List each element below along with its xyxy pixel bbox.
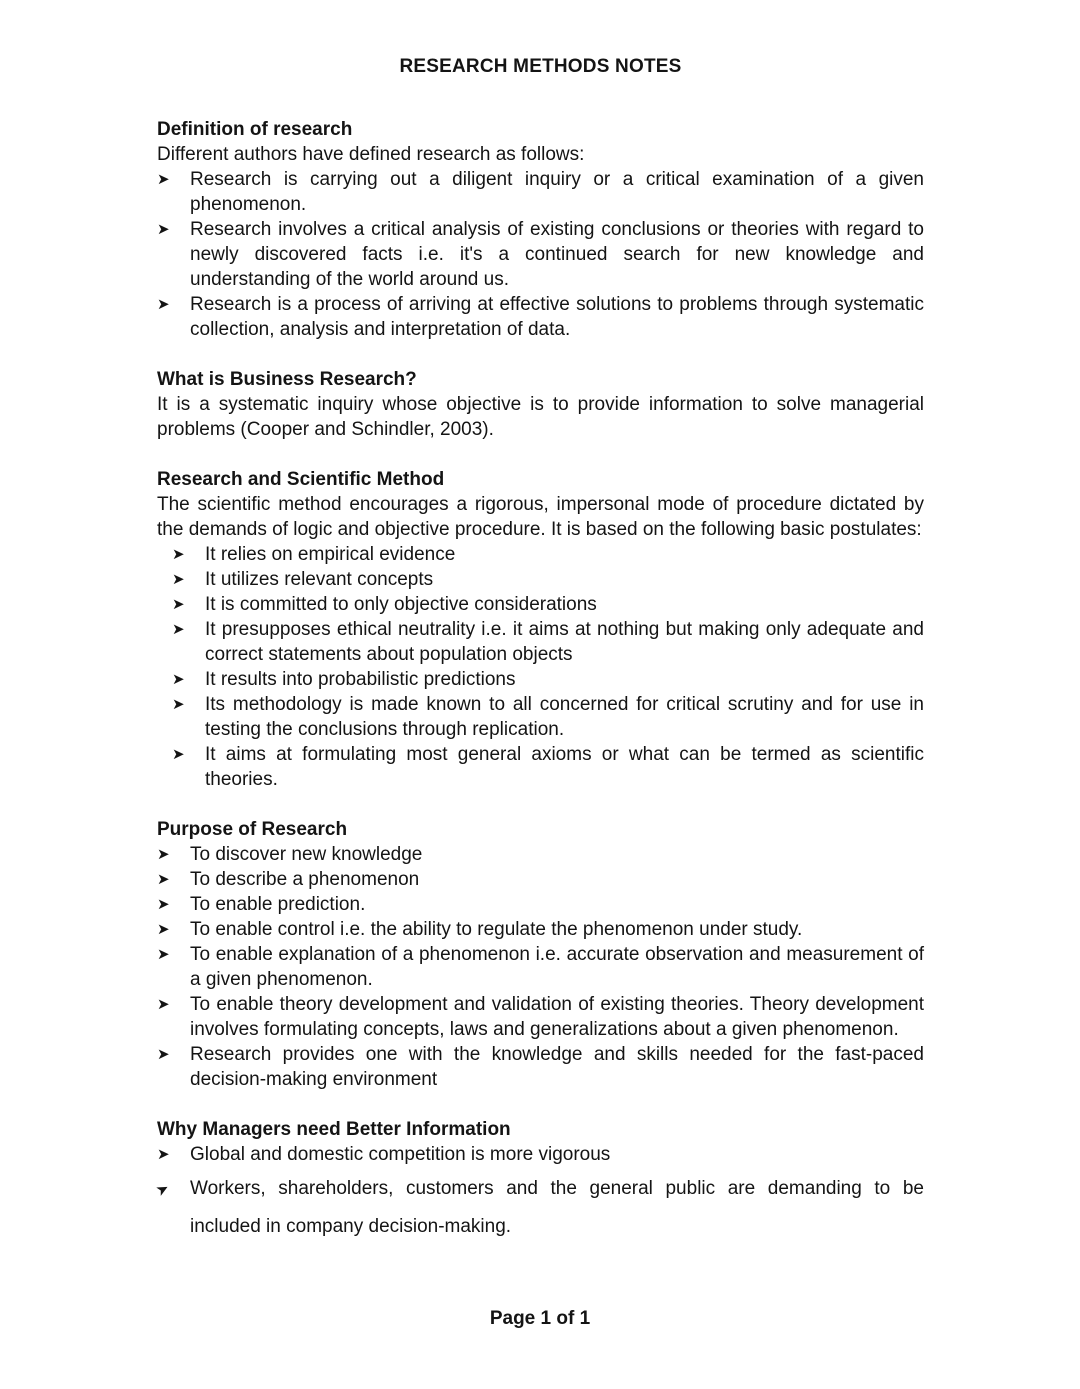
arrow-bullet-icon: ➤ [157,1145,170,1163]
bullet-list [157,842,924,1092]
list-item-text: Research is carrying out a diligent inquiry or a critical examination of a given phenomenon. [190,169,924,215]
list-item-text: It presupposes ethical neutrality i.e. it aims at nothing but making only adequate and correct statements about population objects [205,619,924,665]
section-what-is-business-research [157,367,924,442]
list-item [157,167,924,217]
list-item [157,292,924,342]
list-item-text: Research provides one with the knowledge and skills needed for the fast-paced decision-making environment [190,1044,924,1090]
section-heading: Why Managers need Better Information [157,1119,511,1140]
list-item [152,1170,924,1246]
list-item-text: Research involves a critical analysis of existing conclusions or theories with regard to newly discovered facts i.e. it's a continued search for new knowledge and understanding of the world around us. [190,219,924,290]
arrow-bullet-icon: ➤ [157,920,170,938]
section-heading: Research and Scientific Method [157,469,445,490]
list-item-text: To describe a phenomenon [190,869,420,890]
section-definition-of-research [157,117,924,342]
arrow-bullet-icon: ➤ [157,995,170,1013]
arrow-bullet-icon: ➤ [157,845,170,863]
arrow-bullet-icon: ➤ [157,170,170,188]
section-why-managers-need-better-information [152,1117,924,1246]
section-heading: What is Business Research? [157,369,417,390]
list-item [157,992,924,1042]
section-intro: It is a systematic inquiry whose objective is to provide information to solve managerial problems (Cooper and Schindler, 2003). [157,394,924,440]
list-item-text: It utilizes relevant concepts [205,569,434,590]
arrow-bullet-icon: ➤ [157,870,170,888]
list-item-text: Global and domestic competition is more vigorous [190,1144,611,1165]
bullet-list [152,1142,924,1246]
arrow-bullet-icon: ➤ [157,1045,170,1063]
arrow-bullet-icon: ➤ [157,945,170,963]
section-intro: Different authors have defined research as follows: [157,144,585,165]
section-heading: Definition of research [157,119,353,140]
list-item [172,592,924,617]
arrow-bullet-icon: ➤ [172,620,185,638]
list-item [157,1042,924,1092]
list-item-text: It relies on empirical evidence [205,544,456,565]
list-item-text: To discover new knowledge [190,844,423,865]
list-item-text: Research is a process of arriving at effective solutions to problems through systematic collection, analysis and interpretation of data. [190,294,924,340]
list-item [157,842,924,867]
list-item [172,617,924,667]
list-item-text: It is committed to only objective considerations [205,594,597,615]
list-item-text: Workers, shareholders, customers and the general public are demanding to be included in company decision-making. [190,1178,924,1237]
section-research-and-scientific-method [157,467,924,792]
list-item [157,867,924,892]
bullet-list [157,167,924,342]
arrow-bullet-icon: ➤ [172,745,185,763]
list-item-text: To enable prediction. [190,894,366,915]
arrow-bullet-icon: ➤ [152,1178,173,1201]
list-item [157,917,924,942]
list-item [157,892,924,917]
list-item [172,567,924,592]
list-item-text: Its methodology is made known to all concerned for critical scrutiny and for use in testing the conclusions through replication. [205,694,924,740]
arrow-bullet-icon: ➤ [172,670,185,688]
page-footer: Page 1 of 1 [489,1308,591,1329]
section-purpose-of-research [157,817,924,1092]
list-item [172,742,924,792]
arrow-bullet-icon: ➤ [172,595,185,613]
list-item-text: To enable explanation of a phenomenon i.e. accurate observation and measurement of a given phenomenon. [190,944,924,990]
list-item [172,692,924,742]
list-item-text: It aims at formulating most general axioms or what can be termed as scientific theories. [205,744,924,790]
list-item-text: To enable control i.e. the ability to regulate the phenomenon under study. [190,919,803,940]
arrow-bullet-icon: ➤ [172,570,185,588]
list-item [172,542,924,567]
arrow-bullet-icon: ➤ [157,895,170,913]
list-item [157,942,924,992]
bullet-list [172,542,924,792]
arrow-bullet-icon: ➤ [157,220,170,238]
list-item [172,667,924,692]
list-item-text: To enable theory development and validation of existing theories. Theory development involves formulating concepts, laws and generalizations about a given phenomenon. [190,994,924,1040]
arrow-bullet-icon: ➤ [172,695,185,713]
list-item-text: It results into probabilistic predictions [205,669,516,690]
page-title: RESEARCH METHODS NOTES [399,56,682,77]
section-intro: The scientific method encourages a rigorous, impersonal mode of procedure dictated by the demands of logic and objective procedure. It is based on the following basic postulates: [157,494,924,540]
section-heading: Purpose of Research [157,819,348,840]
list-item [157,1142,924,1167]
arrow-bullet-icon: ➤ [172,545,185,563]
arrow-bullet-icon: ➤ [157,295,170,313]
list-item [157,217,924,292]
